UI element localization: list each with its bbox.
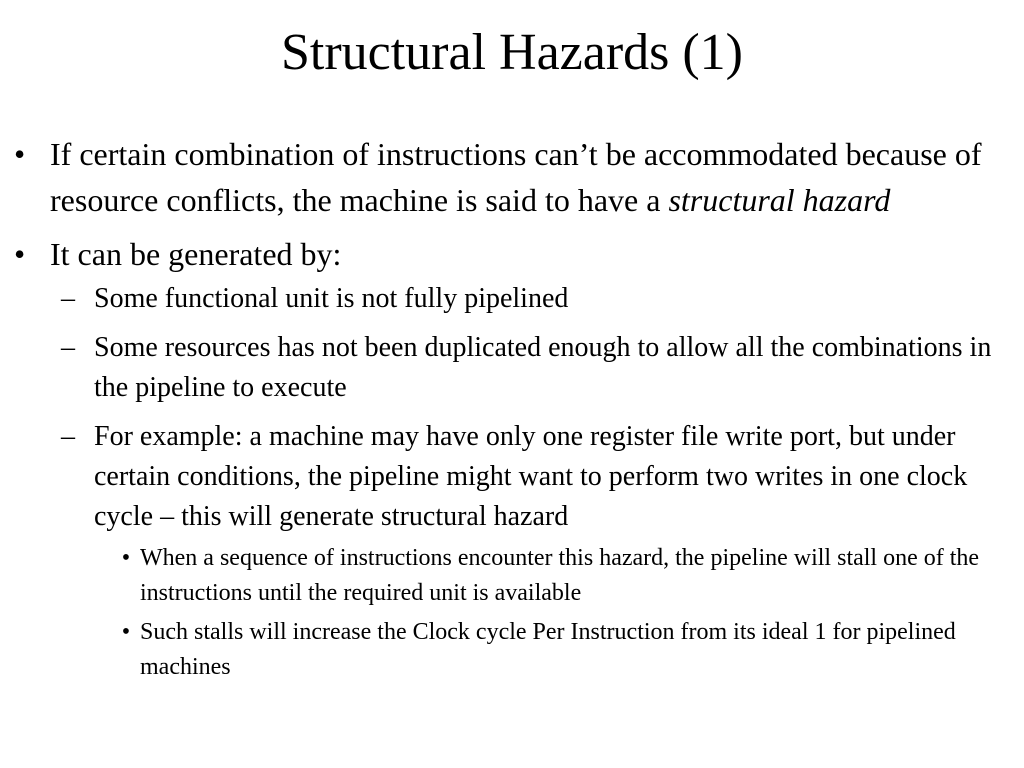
bullet-marker: • <box>121 619 131 645</box>
sub-bullet-item <box>50 417 1014 685</box>
bullet-marker: • <box>14 136 26 172</box>
sub-bullet-text: Some functional unit is not fully pipelined <box>94 283 569 314</box>
bullet-item <box>14 131 1014 223</box>
bullet-marker: • <box>14 236 26 272</box>
bullet-list <box>14 131 1014 694</box>
bullet-text: It can be generated by: <box>50 236 342 272</box>
dash-marker: – <box>61 283 75 314</box>
sub-bullet-item <box>50 279 1014 319</box>
sub-bullet-list <box>50 279 1014 685</box>
sub-bullet-text: For example: a machine may have only one register file write port, but under certain conditions, the pipeline might want to perform two writes in one clock cycle – this will generate structural hazard <box>94 421 968 532</box>
sub-bullet-text: Some resources has not been duplicated enough to allow all the combinations in the pipeline to execute <box>94 332 992 403</box>
sub-sub-bullet-item <box>94 615 1014 685</box>
sub-sub-bullet-text: When a sequence of instructions encounter this hazard, the pipeline will stall one of the instructions until the required unit is available <box>140 545 980 606</box>
sub-sub-bullet-item <box>94 541 1014 611</box>
bullet-text: If certain combination of instructions can’t be accommodated because of resource conflicts, the machine is said to have a <box>50 136 982 218</box>
slide-title: Structural Hazards (1) <box>280 24 744 81</box>
bullet-item <box>14 231 1014 685</box>
sub-sub-bullet-text: Such stalls will increase the Clock cycle Per Instruction from its ideal 1 for pipelined machines <box>140 619 956 680</box>
bullet-marker: • <box>121 545 131 571</box>
bullet-emphasis: structural hazard <box>668 182 891 218</box>
dash-marker: – <box>61 332 75 363</box>
dash-marker: – <box>61 421 75 452</box>
sub-sub-bullet-list <box>94 541 1014 685</box>
sub-bullet-item <box>50 328 1014 408</box>
